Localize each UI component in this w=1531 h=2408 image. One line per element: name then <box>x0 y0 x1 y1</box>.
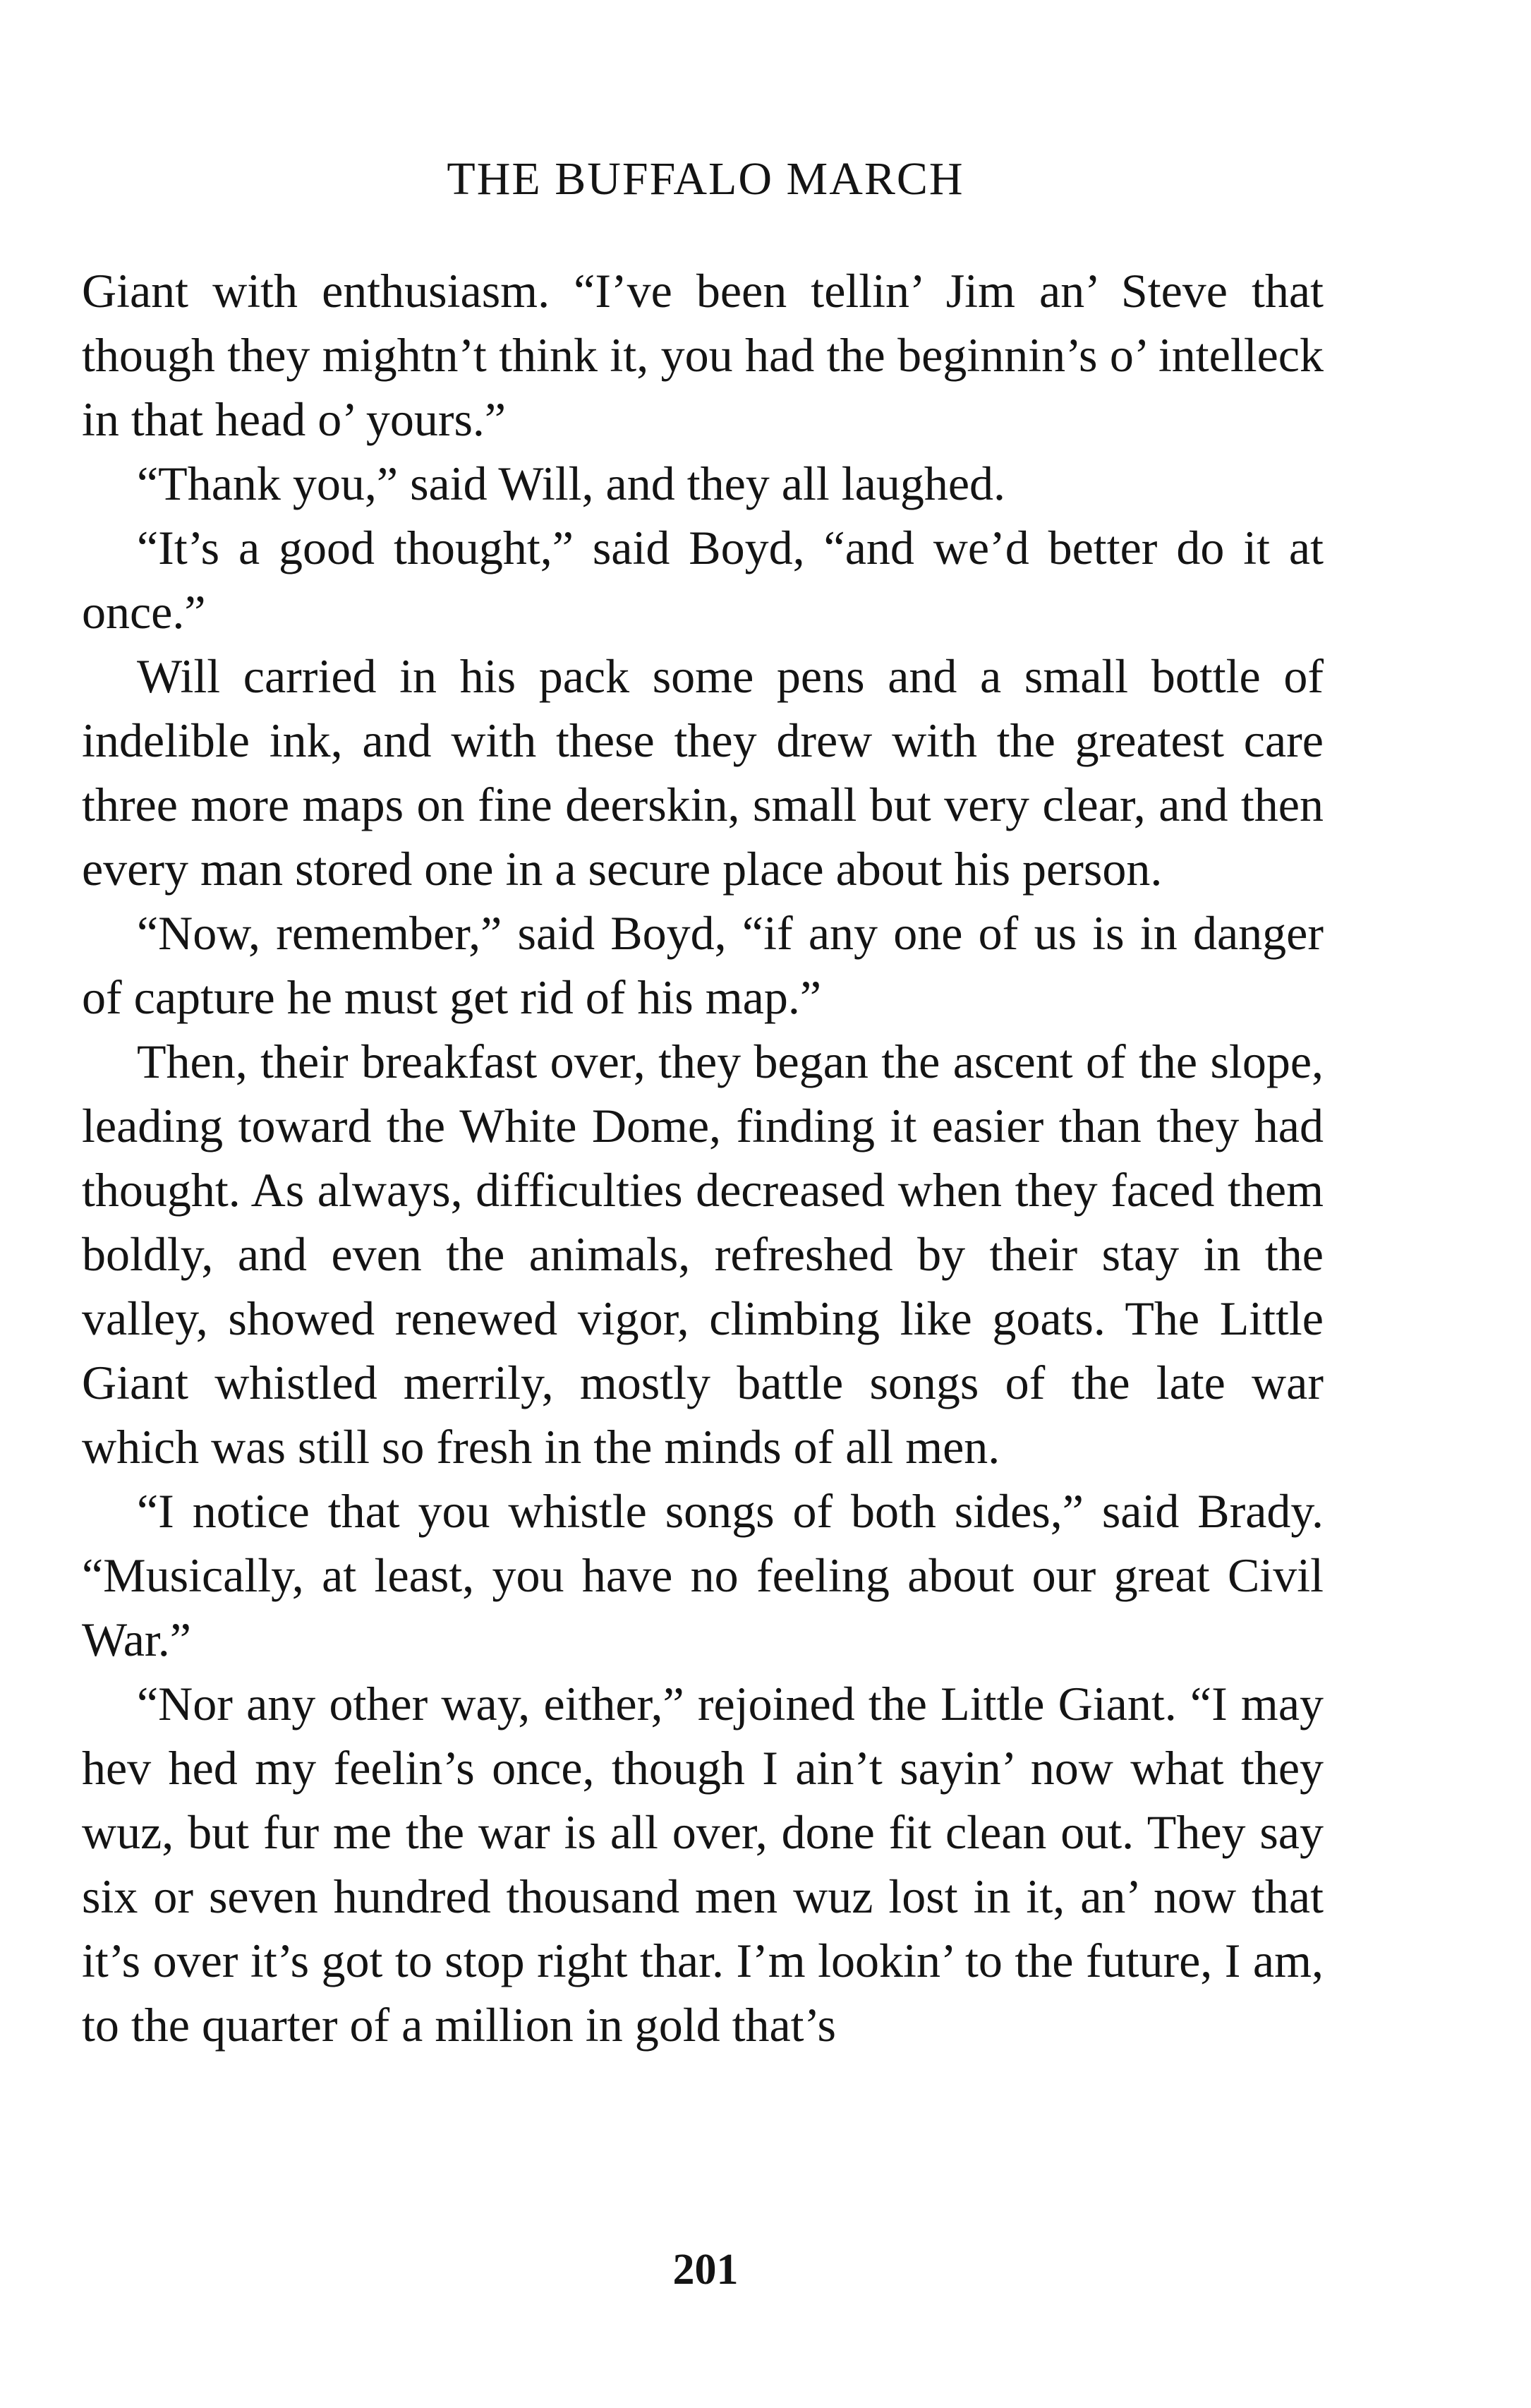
paragraph-continued: Giant with enthusiasm. “I’ve been tellin’ Jim an’ Steve that though they mightn’t think it, you had the beginnin’s o’ intelleck in that head o’ yours.” <box>82 264 1324 446</box>
paragraph: Then, their breakfast over, they began the ascent of the slope, leading toward the White Dome, finding it easier than they had thought. As always, difficulties decreased when they faced them boldly, and even the animals, refreshed by their stay in the valley, showed renewed vigor, climbing like goats. The Little Giant whistled merrily, mostly battle songs of the late war which was still so fresh in the minds of all men. <box>82 1035 1324 1474</box>
paragraph: “It’s a good thought,” said Boyd, “and we’d better do it at once.” <box>82 521 1324 639</box>
page-number: 201 <box>672 2246 739 2294</box>
paragraph: “I notice that you whistle songs of both sides,” said Brady. “Musically, at least, you have no feeling about our great Civil War.” <box>82 1484 1324 1666</box>
running-head: THE BUFFALO MARCH <box>447 153 964 205</box>
body-text <box>82 259 1324 2057</box>
paragraph: “Nor any other way, either,” rejoined the Little Giant. “I may hev hed my feelin’s once, though I ain’t sayin’ now what they wuz, but fur me the war is all over, done fit clean out. They say six or seven hundred thousand men wuz lost in it, an’ now that it’s over it’s got to stop right thar. I’m lookin’ to the future, I am, to the quarter of a million in gold that’s <box>82 1677 1324 2052</box>
paragraph: Will carried in his pack some pens and a small bottle of indelible ink, and with these they drew with the greatest care three more maps on fine deerskin, small but very clear, and then every man stored one in a secure place about his person. <box>82 649 1324 896</box>
paragraph: “Thank you,” said Will, and they all laughed. <box>137 457 1006 510</box>
paragraph: “Now, remember,” said Boyd, “if any one of us is in danger of capture he must get rid of his map.” <box>82 906 1324 1024</box>
